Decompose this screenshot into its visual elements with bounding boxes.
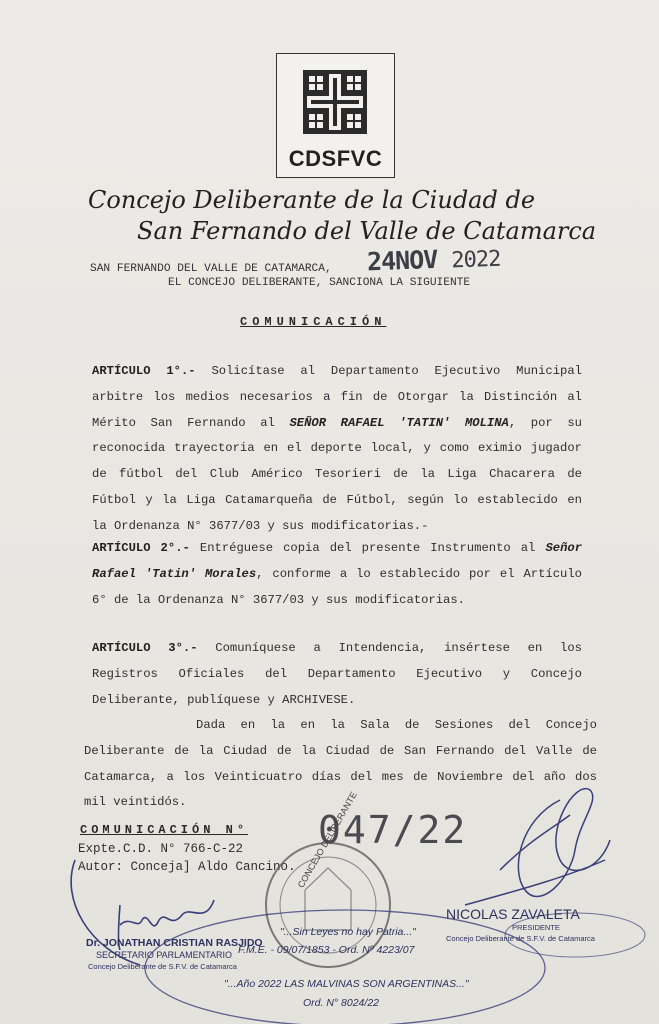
autor-line: Autor: Conceja] Aldo Cancino.: [78, 860, 296, 874]
article-3-label: ARTÍCULO 3°.-: [92, 641, 198, 655]
place-line: SAN FERNANDO DEL VALLE DE CATAMARCA,: [90, 263, 332, 275]
footer-malvinas: "...Año 2022 LAS MALVINAS SON ARGENTINAS...": [224, 978, 469, 990]
left-signer-org: Concejo Deliberante de S.F.V. de Catamarca: [88, 962, 237, 971]
title-line-1: Concejo Deliberante de la Ciudad de: [88, 186, 536, 214]
article-2-honoree: Señor Rafael 'Tatin' Morales: [92, 541, 583, 581]
number-stamp: 047/22: [318, 808, 468, 852]
date-stamp-day: 24NOV: [366, 244, 438, 277]
footer-motto: "...Sin Leyes no hay Patria...": [280, 926, 416, 938]
left-signer-name: Dr. JONATHAN CRISTIAN RASJIDO: [86, 937, 263, 949]
article-1-label: ARTÍCULO 1°.-: [92, 364, 196, 378]
right-signer-org: Concejo Deliberante de S.F.V. de Catamarca: [446, 934, 595, 943]
right-signature-icon: [465, 789, 610, 905]
comunicacion-number-label: COMUNICACIÓN N°: [80, 823, 249, 837]
right-signer-title: PRESIDENTE: [512, 923, 560, 932]
sanction-line: EL CONCEJO DELIBERANTE, SANCIONA LA SIGUIENTE: [168, 277, 471, 289]
expte-line: Expte.C.D. N° 766-C-22: [78, 842, 244, 856]
footer-ord: Ord. N° 8024/22: [303, 997, 379, 1009]
article-2-text-b: , conforme a lo establecido por el Artículo 6° de la Ordenanza N° 3677/03 y sus modificatorias.: [92, 566, 582, 607]
right-signer-name: NICOLAS ZAVALETA: [446, 906, 580, 922]
article-1-text-a: Solicítase al Departamento Ejecutivo Municipal arbitre los medios necesarios a fin de Otorgar la Distinción al Mérito San Fernando al: [92, 364, 582, 430]
article-1-honoree: SEÑOR RAFAEL 'TATIN' MOLINA: [289, 415, 509, 430]
seal-text: CONCEJO DELIBERANTE: [295, 790, 359, 890]
footer-fme: F.M.E. - 09/07/1853 - Ord. Nº 4223/07: [238, 944, 415, 956]
article-3-text-a: Comuníquese a Intendencia, insértese en los Registros Oficiales del Departamento Ejecutivo y Concejo Deliberante, publíquese y ARCHIVESE.: [92, 641, 582, 707]
article-2-text-a: Entréguese copia del presente Instrumento al: [189, 541, 546, 555]
left-signer-title: SECRETARIO PARLAMENTARIO: [96, 950, 233, 960]
date-stamp-year: 2022: [450, 246, 501, 274]
article-2-label: ARTÍCULO 2°.-: [92, 541, 190, 555]
document-heading: COMUNICACIÓN: [240, 315, 387, 329]
logo-text: CDSFVC: [288, 146, 383, 171]
closing-text: Dada en la en la Sala de Sesiones del Concejo Deliberante de la Ciudad de la Ciudad de San Fernando del Valle de Catamarca, a los Veinticuatro días del mes de Noviembre del año dos mil veintidós.: [84, 718, 597, 810]
title-line-2: San Fernando del Valle de Catamarca: [137, 217, 597, 245]
article-1-text-b: , por su reconocida trayectoria en el deporte local, y como eximio jugador de fútbol del Club Américo Tesorieri de la Liga Chacarera de Fútbol y la Liga Catamarqueña de Fútbol, según lo establecido en la Ordenanza N° 3677/03 y sus modificatorias.-: [92, 415, 582, 533]
